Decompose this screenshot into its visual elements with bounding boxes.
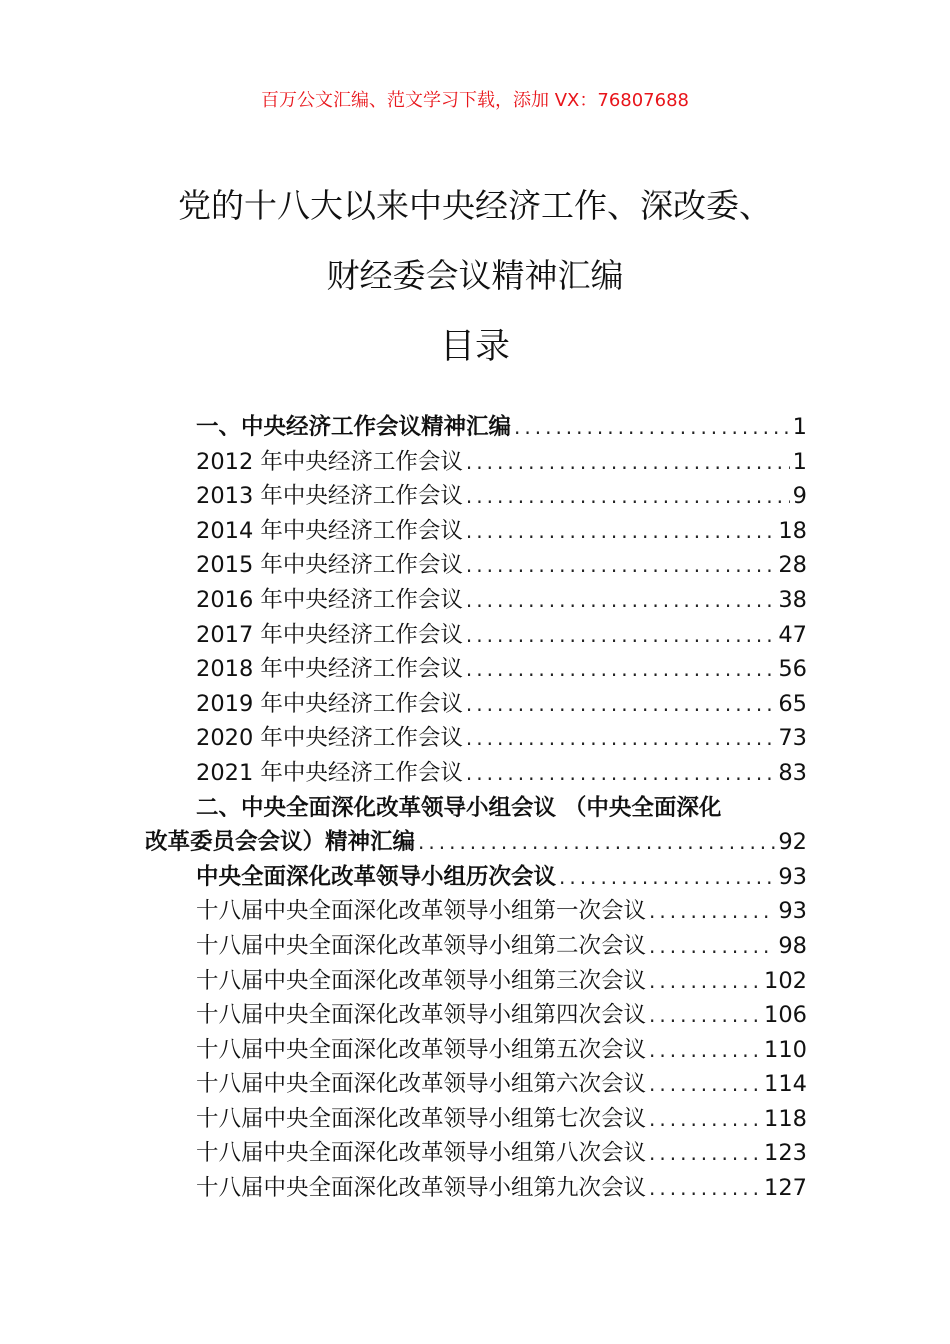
toc-entry[interactable] bbox=[145, 998, 807, 1033]
dot-leader bbox=[418, 825, 775, 860]
toc-entry-label: 十八届中央全面深化改革领导小组第六次会议 bbox=[196, 1071, 647, 1098]
toc-entry-label: 十八届中央全面深化改革领导小组第七次会议 bbox=[196, 1105, 647, 1132]
dot-leader bbox=[649, 964, 761, 999]
dot-leader bbox=[466, 618, 775, 653]
toc-entry[interactable] bbox=[145, 1102, 807, 1137]
toc-entry[interactable] bbox=[145, 618, 807, 653]
document-title-line1: 党的十八大以来中央经济工作、深改委、 bbox=[178, 186, 772, 225]
toc-entry-label: 十八届中央全面深化改革领导小组第三次会议 bbox=[196, 967, 647, 994]
toc-entry[interactable] bbox=[145, 445, 807, 480]
toc-entry-label: 2020 年中央经济工作会议 bbox=[196, 725, 463, 752]
toc-entry-page: 73 bbox=[778, 725, 807, 752]
toc-entry-page: 83 bbox=[778, 759, 807, 786]
toc-entry-label: 十八届中央全面深化改革领导小组第五次会议 bbox=[196, 1036, 647, 1063]
dot-leader bbox=[649, 1102, 761, 1137]
dot-leader bbox=[649, 894, 775, 929]
watermark-text: 百万公文汇编、范文学习下载，添加 VX：76807688 bbox=[261, 90, 689, 111]
toc-entry[interactable] bbox=[145, 964, 807, 999]
toc-entry-label: 2014 年中央经济工作会议 bbox=[196, 517, 463, 544]
toc-entry-page: 98 bbox=[778, 932, 807, 959]
toc-entry[interactable] bbox=[145, 860, 807, 895]
toc-entry-page: 1 bbox=[792, 414, 807, 440]
dot-leader bbox=[466, 687, 775, 722]
toc-entry-label: 十八届中央全面深化改革领导小组第八次会议 bbox=[196, 1140, 647, 1167]
toc-entry-page: 110 bbox=[764, 1036, 807, 1063]
toc-entry-page: 1 bbox=[792, 448, 807, 475]
toc-entry[interactable] bbox=[145, 756, 807, 791]
toc-entry[interactable] bbox=[145, 929, 807, 964]
toc-entry-page: 123 bbox=[764, 1140, 807, 1167]
toc-entry-page: 102 bbox=[764, 967, 807, 994]
toc-entry[interactable] bbox=[145, 1033, 807, 1068]
toc-entry-label: 十八届中央全面深化改革领导小组第二次会议 bbox=[196, 932, 647, 959]
toc-entry-label: 2017 年中央经济工作会议 bbox=[196, 621, 463, 648]
toc-entry[interactable] bbox=[145, 721, 807, 756]
toc-heading: 目录 bbox=[439, 327, 510, 367]
dot-leader bbox=[466, 583, 775, 618]
toc-entry-page: 93 bbox=[778, 898, 807, 925]
toc-entry-label: 2016 年中央经济工作会议 bbox=[196, 586, 463, 613]
toc-entry-page: 114 bbox=[764, 1071, 807, 1098]
toc-entry-label: 2013 年中央经济工作会议 bbox=[196, 483, 463, 510]
toc-entry-label: 一、中央经济工作会议精神汇编 bbox=[196, 414, 512, 440]
toc-entry-page: 92 bbox=[778, 829, 807, 856]
toc-entry-label: 十八届中央全面深化改革领导小组第九次会议 bbox=[196, 1175, 647, 1202]
toc-entry-page: 47 bbox=[778, 621, 807, 648]
toc-entry-page: 118 bbox=[764, 1105, 807, 1132]
dot-leader bbox=[559, 860, 775, 895]
toc-entry[interactable] bbox=[145, 652, 807, 687]
toc-entry-page: 18 bbox=[778, 517, 807, 544]
dot-leader bbox=[466, 756, 775, 791]
toc-entry[interactable] bbox=[145, 894, 807, 929]
toc-entry[interactable] bbox=[145, 1171, 807, 1206]
dot-leader bbox=[649, 1067, 761, 1102]
toc-entry-page: 65 bbox=[778, 690, 807, 717]
toc-entry[interactable] bbox=[145, 687, 807, 722]
toc-entry-page: 93 bbox=[778, 863, 807, 890]
dot-leader bbox=[466, 652, 775, 687]
toc-entry-label: 2018 年中央经济工作会议 bbox=[196, 656, 463, 683]
toc-entry-label: 十八届中央全面深化改革领导小组第四次会议 bbox=[196, 1002, 647, 1029]
toc-entry[interactable] bbox=[145, 410, 807, 445]
toc-entry-label: 2012 年中央经济工作会议 bbox=[196, 448, 463, 475]
toc-entry-page: 56 bbox=[778, 656, 807, 683]
dot-leader bbox=[466, 514, 775, 549]
toc-entry-label-line1[interactable]: 二、中央全面深化改革领导小组会议 （中央全面深化 bbox=[196, 794, 722, 821]
toc-entry[interactable] bbox=[145, 583, 807, 618]
document-title-line2: 财经委会议精神汇编 bbox=[326, 256, 624, 295]
dot-leader bbox=[649, 929, 775, 964]
dot-leader bbox=[649, 1033, 761, 1068]
toc-entry-page: 9 bbox=[792, 483, 807, 510]
dot-leader bbox=[466, 548, 775, 583]
toc-entry[interactable] bbox=[145, 479, 807, 514]
toc-entry-label: 2021 年中央经济工作会议 bbox=[196, 759, 463, 786]
toc-entry-page: 28 bbox=[778, 552, 807, 579]
dot-leader bbox=[649, 1136, 761, 1171]
toc-entry[interactable] bbox=[145, 514, 807, 549]
toc-entry-label: 2015 年中央经济工作会议 bbox=[196, 552, 463, 579]
toc-entry-label: 十八届中央全面深化改革领导小组第一次会议 bbox=[196, 898, 647, 925]
toc-entry[interactable] bbox=[145, 1136, 807, 1171]
dot-leader bbox=[649, 998, 761, 1033]
toc-entry-page: 106 bbox=[764, 1002, 807, 1029]
toc-entry[interactable] bbox=[145, 825, 807, 860]
dot-leader bbox=[466, 721, 775, 756]
toc-entry[interactable] bbox=[145, 1067, 807, 1102]
toc-entry-page: 38 bbox=[778, 586, 807, 613]
dot-leader bbox=[649, 1171, 761, 1206]
toc-entry-label: 中央全面深化改革领导小组历次会议 bbox=[196, 863, 557, 890]
dot-leader bbox=[514, 410, 790, 445]
toc-entry-page: 127 bbox=[764, 1175, 807, 1202]
toc-entry-label: 2019 年中央经济工作会议 bbox=[196, 690, 463, 717]
table-of-contents bbox=[145, 410, 807, 1206]
toc-entry-label: 改革委员会会议）精神汇编 bbox=[145, 829, 416, 856]
dot-leader bbox=[466, 445, 790, 480]
dot-leader bbox=[466, 479, 790, 514]
toc-entry[interactable] bbox=[145, 548, 807, 583]
